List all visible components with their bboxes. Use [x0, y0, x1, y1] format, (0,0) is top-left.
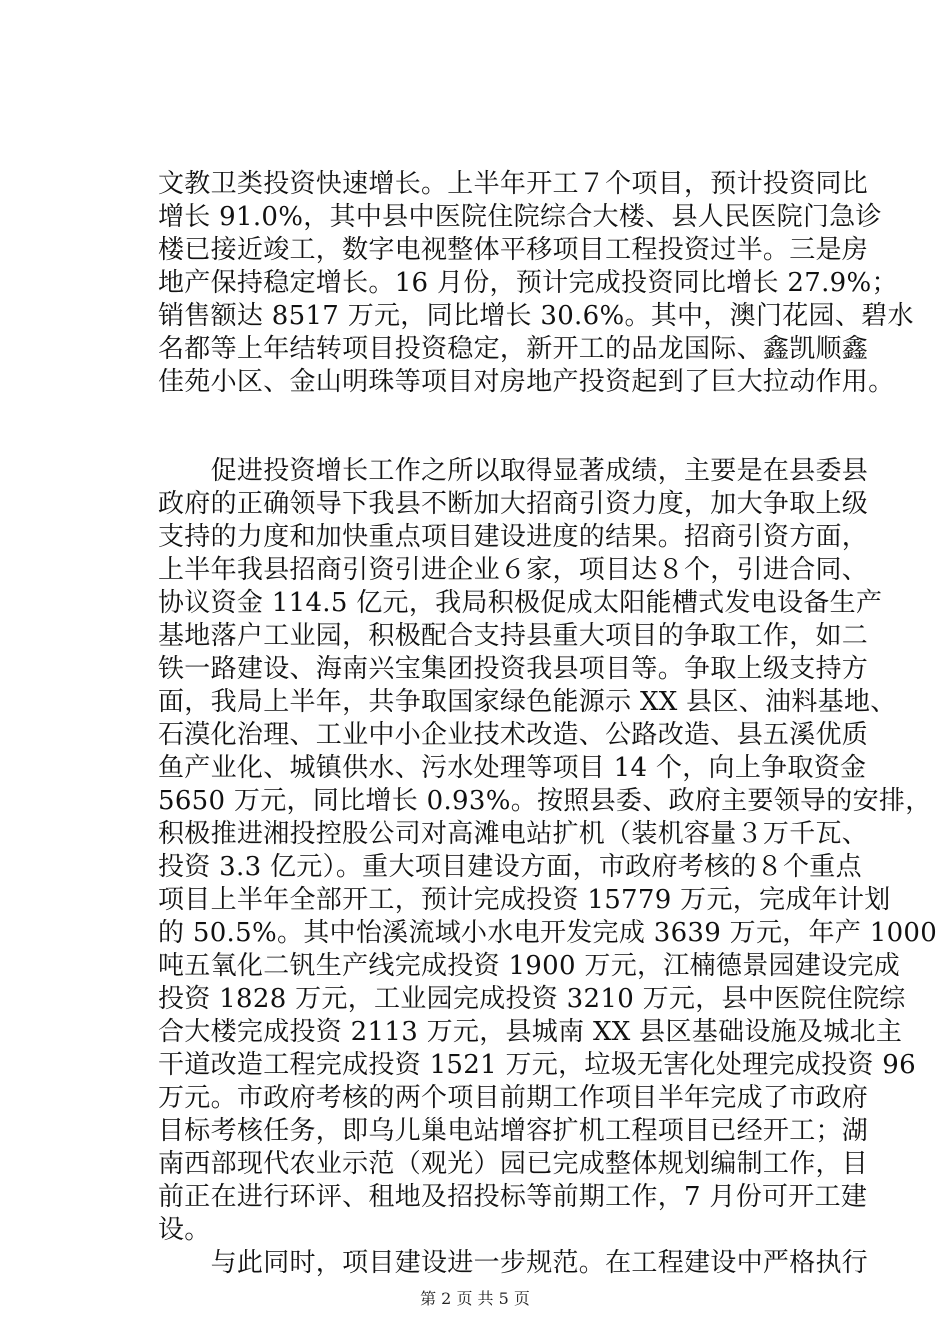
paragraph-3 [158, 1247, 869, 1280]
document-body [158, 168, 938, 1280]
text-line: 5650 万元，同比增长 0.93%。按照县委、政府主要领导的安排， [158, 786, 932, 816]
text-line: 鱼产业化、城镇供水、污水处理等项目 14 个，向上争取资金 [158, 753, 867, 783]
page-number-footer: 第 2 页 共 5 页 [420, 1289, 530, 1308]
text-line: 投资 1828 万元，工业园完成投资 3210 万元，县中医院住院综 [158, 984, 906, 1014]
text-line: 增长 91.0%，其中县中医院住院综合大楼、县人民医院门急诊 [158, 202, 882, 232]
text-line: 投资 3.3 亿元）。重大项目建设方面，市政府考核的８个重点 [158, 852, 862, 882]
text-line: 项目上半年全部开工，预计完成投资 15779 万元，完成年计划 [158, 885, 891, 915]
text-line: 设。 [158, 1215, 211, 1245]
text-line: 石漠化治理、工业中小企业技术改造、公路改造、县五溪优质 [158, 720, 869, 750]
text-line: 南西部现代农业示范（观光）园已完成整体规划编制工作，目 [158, 1149, 869, 1179]
text-line: 文教卫类投资快速增长。上半年开工７个项目，预计投资同比 [158, 169, 869, 199]
text-line: 名都等上年结转项目投资稳定，新开工的品龙国际、鑫凯顺鑫 [158, 334, 869, 364]
text-line: 吨五氧化二钒生产线完成投资 1900 万元，江楠德景园建设完成 [158, 951, 900, 981]
text-line: 前正在进行环评、租地及招投标等前期工作，7 月份可开工建 [158, 1182, 868, 1212]
text-line: 地产保持稳定增长。16 月份，预计完成投资同比增长 27.9%； [158, 268, 898, 298]
text-line: 干道改造工程完成投资 1521 万元，垃圾无害化处理完成投资 96 [158, 1050, 916, 1080]
text-line: 上半年我县招商引资引进企业６家，项目达８个，引进合同、 [158, 555, 869, 585]
text-line: 合大楼完成投资 2113 万元，县城南 XX 县区基础设施及城北主 [158, 1017, 903, 1047]
text-line: 与此同时，项目建设进一步规范。在工程建设中严格执行 [158, 1248, 869, 1278]
text-line: 的 50.5%。其中怡溪流域小水电开发完成 3639 万元，年产 1000 [158, 918, 938, 948]
text-line: 楼已接近竣工，数字电视整体平移项目工程投资过半。三是房 [158, 235, 869, 265]
text-line: 基地落户工业园，积极配合支持县重大项目的争取工作，如二 [158, 621, 869, 651]
text-line: 促进投资增长工作之所以取得显著成绩，主要是在县委县 [158, 456, 869, 486]
paragraph-gap [158, 399, 848, 455]
paragraph-2 [158, 455, 938, 1247]
text-line: 铁一路建设、海南兴宝集团投资我县项目等。争取上级支持方 [158, 654, 869, 684]
text-line: 万元。市政府考核的两个项目前期工作项目半年完成了市政府 [158, 1083, 869, 1113]
text-line: 佳苑小区、金山明珠等项目对房地产投资起到了巨大拉动作用。 [158, 367, 895, 397]
text-line: 积极推进湘投控股公司对高滩电站扩机（装机容量３万千瓦、 [158, 819, 869, 849]
text-line: 销售额达 8517 万元，同比增长 30.6%。其中，澳门花园、碧水 [158, 301, 914, 331]
text-line: 协议资金 114.5 亿元，我局积极促成太阳能槽式发电设备生产 [158, 588, 883, 618]
text-line: 政府的正确领导下我县不断加大招商引资力度，加大争取上级 [158, 489, 869, 519]
text-line: 支持的力度和加快重点项目建设进度的结果。招商引资方面， [158, 522, 869, 552]
paragraph-1 [158, 168, 914, 399]
text-line: 面，我局上半年，共争取国家绿色能源示 XX 县区、油料基地、 [158, 687, 897, 717]
text-line: 目标考核任务，即乌儿巢电站增容扩机工程项目已经开工；湖 [158, 1116, 869, 1146]
